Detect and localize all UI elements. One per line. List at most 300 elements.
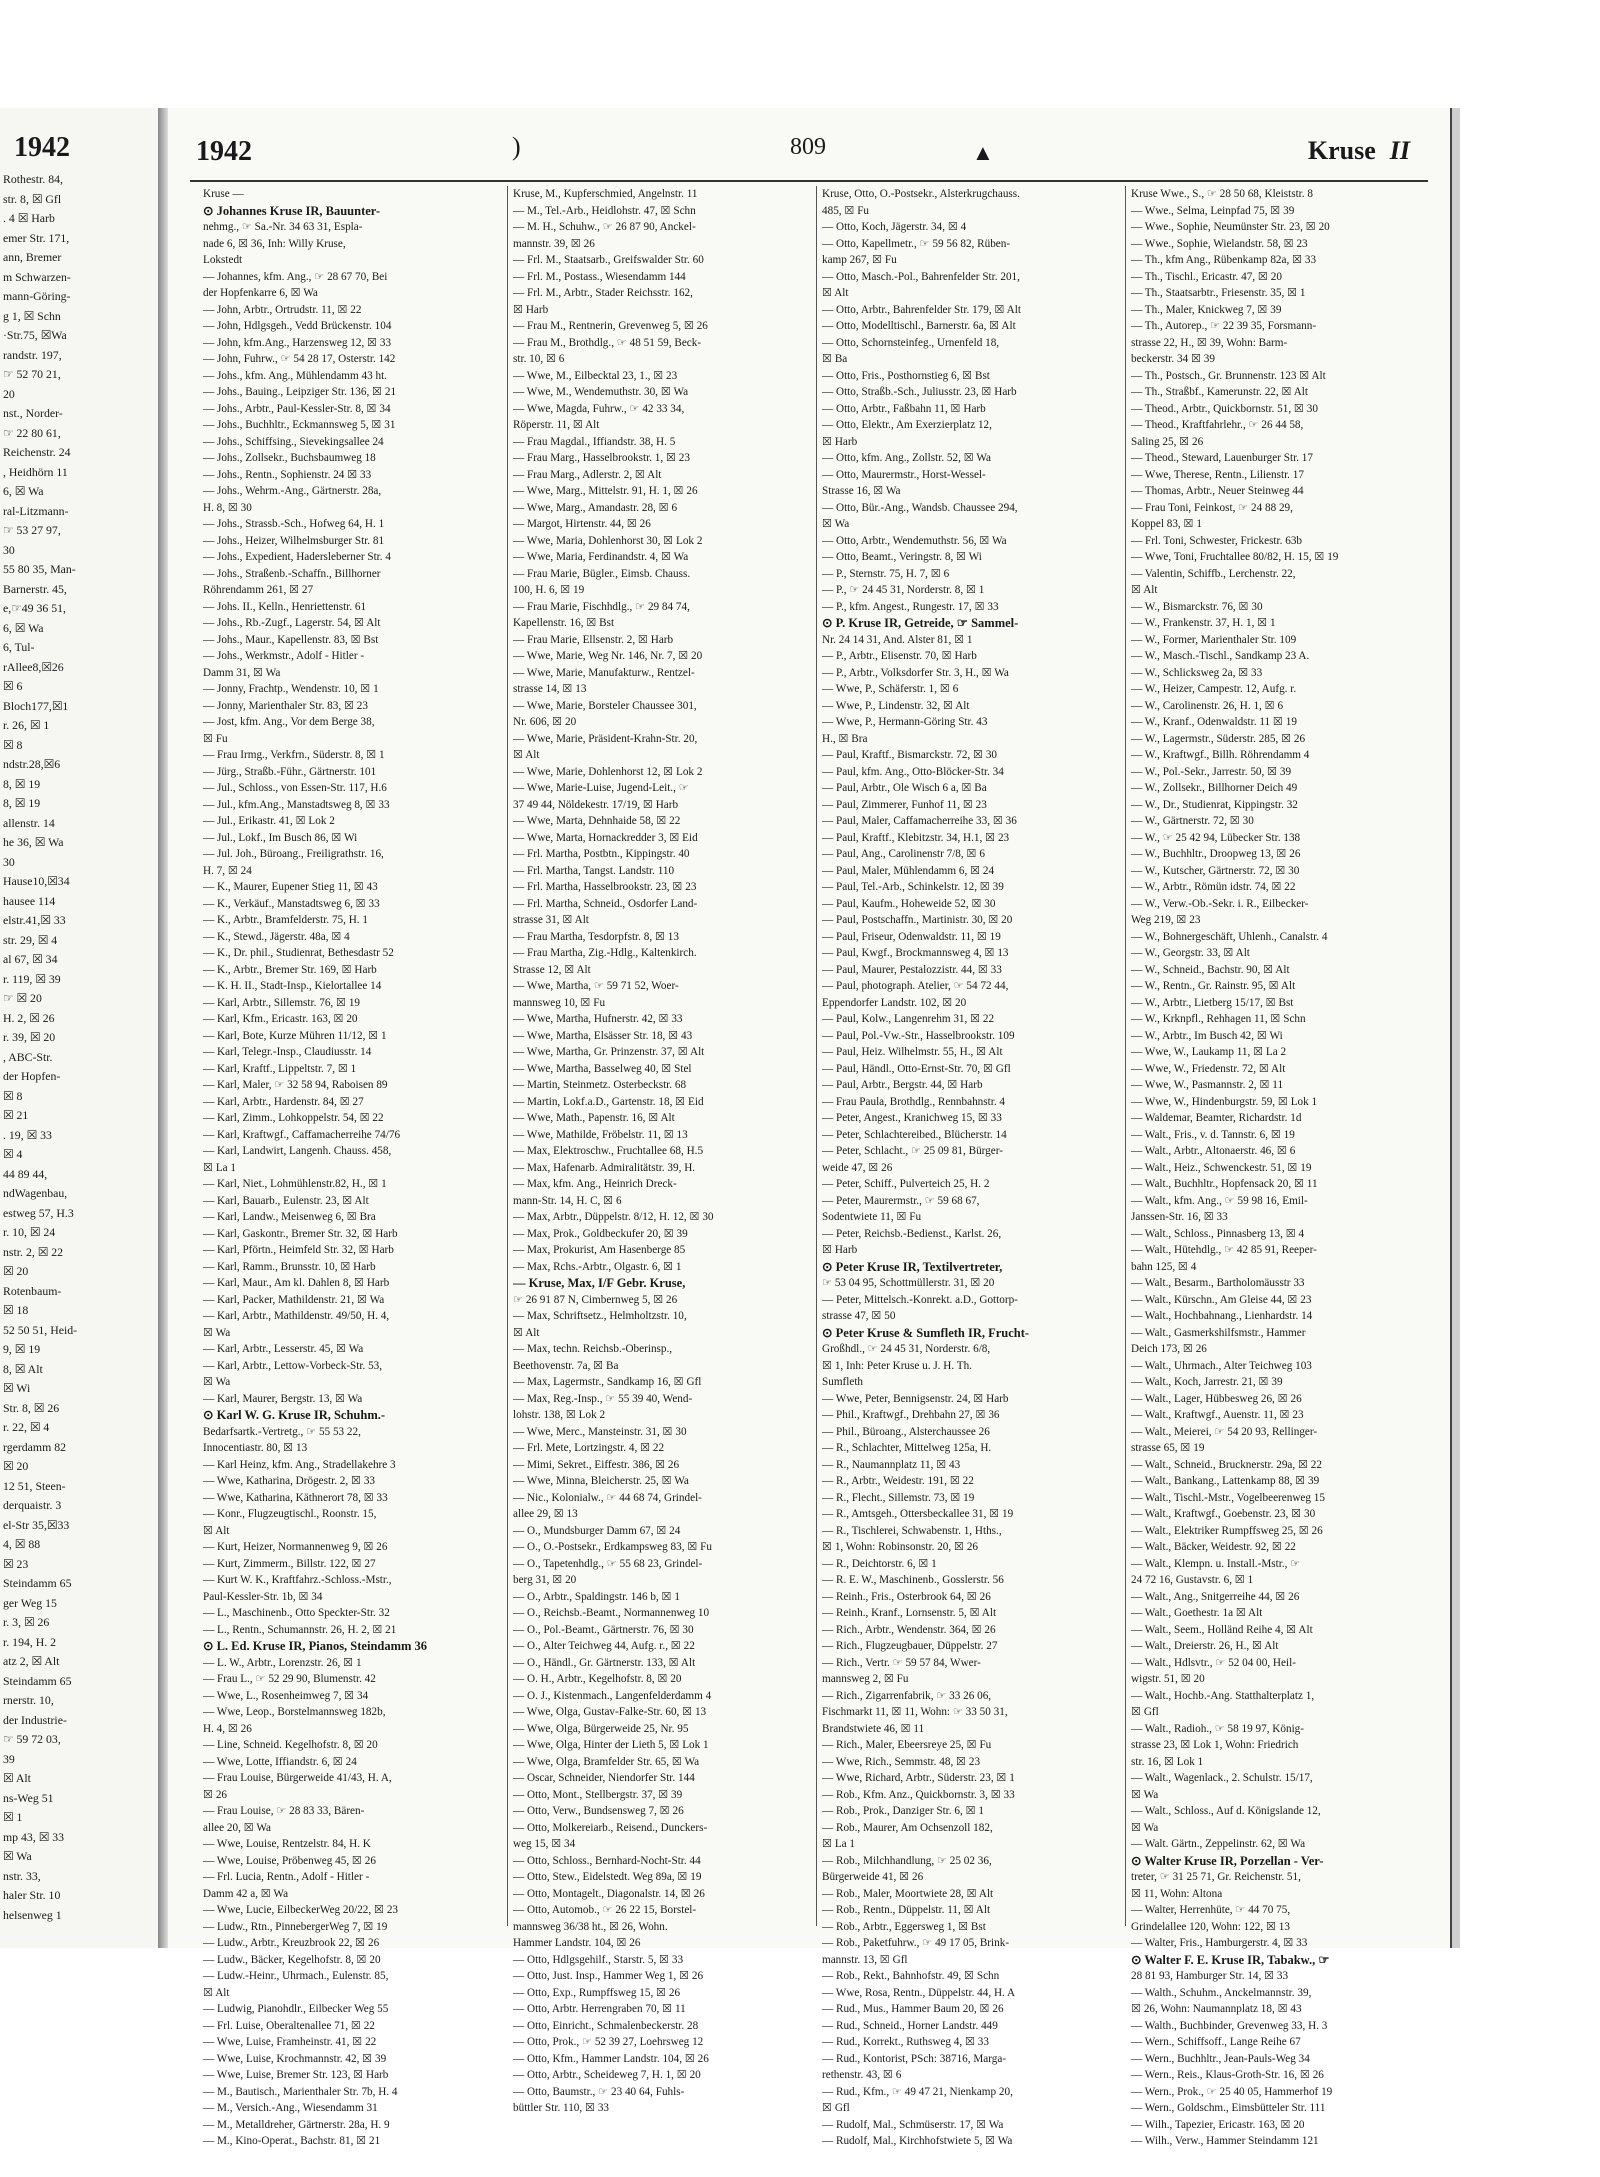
left-page-line: ☒ 23	[3, 1556, 29, 1571]
directory-entry: — Kruse, Max, I/F Gebr. Kruse,	[513, 1276, 686, 1290]
directory-entry: Sodentwiete 11, ☒ Fu	[822, 1211, 922, 1223]
directory-entry: — Otto, Prok., ☞ 52 39 27, Loehrsweg 12	[513, 2036, 704, 2048]
directory-entry: Röhrendamm 261, ☒ 27	[203, 584, 314, 596]
directory-entry: — W., Heizer, Campestr. 12, Aufg. r.	[1131, 683, 1297, 695]
directory-entry: — Karl, Kraftf., Lippeltstr. 7, ☒ 1	[203, 1062, 357, 1075]
directory-entry: — O. J., Kistenmach., Langenfelderdamm 4	[513, 1689, 712, 1702]
directory-entry: — Otto, Arbtr., Bahrenfelder Str. 179, ☒ Alt	[822, 303, 1021, 316]
left-page-line: 6, ☒ Wa	[3, 620, 44, 635]
directory-entry: — Margot, Hirtenstr. 44, ☒ 26	[513, 518, 651, 530]
directory-entry: — R., Flecht., Sillemstr. 73, ☒ 19	[822, 1491, 975, 1504]
directory-entry: — Walt., Radioh., ☞ 58 19 97, König-	[1131, 1722, 1304, 1735]
directory-entry: — Jonny, Frachtp., Wendenstr. 10, ☒ 1	[203, 683, 379, 695]
directory-entry: — Line, Schneid. Kegelhofstr. 8, ☒ 20	[203, 1739, 378, 1751]
directory-entry: — Frl. Martha, Schneid., Osdorfer Land-	[513, 897, 698, 910]
directory-entry: — Paul, Maler, Mühlendamm 6, ☒ 24	[822, 864, 995, 877]
directory-entry: — Paul, Friseur, Odenwaldstr. 11, ☒ 19	[822, 930, 1001, 943]
directory-entry: — W., ☞ 25 42 94, Lübecker Str. 138	[1131, 831, 1301, 844]
left-page-line: ☒ 4	[3, 1147, 23, 1161]
directory-entry: — Wwe, Katharina, Drögestr. 2, ☒ 33	[203, 1475, 376, 1487]
page-number: 809	[790, 134, 826, 160]
directory-entry: — R., Naumannplatz 11, ☒ 43	[822, 1458, 961, 1471]
directory-entry: — Frl. M., Staatsarb., Greifswalder Str. 60	[513, 254, 704, 266]
directory-entry: Grindelallee 120, Wohn: 122, ☒ 13	[1131, 1920, 1290, 1933]
directory-entry: — R. E. W., Maschinenb., Gosslerstr. 56	[822, 1574, 1004, 1586]
left-page-line: ☒ Wa	[3, 1849, 32, 1863]
left-page-line: rgerdamm 82	[3, 1439, 67, 1454]
directory-entry: ☒ Fu	[203, 732, 228, 745]
directory-entry: — Kurt W. K., Kraftfahrz.-Schloss.-Mstr.,	[203, 1574, 392, 1586]
left-page-line: nst., Norder-	[3, 406, 63, 420]
left-page-line: ☒ Alt	[3, 1771, 31, 1785]
directory-entry: — W., Arbtr., Im Busch 42, ☒ Wi	[1131, 1029, 1283, 1042]
directory-entry: — Otto, Just. Insp., Hammer Weg 1, ☒ 26	[513, 1970, 704, 1982]
directory-entry: — Walter, Fris., Hamburgerstr. 4, ☒ 33	[1131, 1937, 1308, 1949]
directory-entry: — Max, Prok., Goldbeckufer 20, ☒ 39	[513, 1227, 688, 1240]
directory-entry: — Rob., Kfm. Anz., Quickbornstr. 3, ☒ 33	[822, 1788, 1015, 1801]
left-page-line: 30	[3, 854, 15, 869]
directory-entry: — Walt., Schneid., Brucknerstr. 29a, ☒ 22	[1131, 1458, 1322, 1471]
left-page-line: ☒ 18	[3, 1303, 29, 1317]
directory-entry: — Otto, Baumstr., ☞ 23 40 64, Fuhls-	[513, 2085, 685, 2098]
directory-entry: ⊙ P. Kruse IR, Getreide, ☞ Sammel-	[822, 616, 1019, 630]
directory-entry: — Walt., Buchhltr., Hopfensack 20, ☒ 11	[1131, 1178, 1318, 1190]
directory-entry: — Johs., Maur., Kapellenstr. 83, ☒ Bst	[203, 633, 379, 646]
directory-entry: — Walt., Gasmerkshilfsmstr., Hammer	[1131, 1326, 1306, 1339]
left-page-line: 44 89 44,	[3, 1166, 48, 1181]
directory-entry: strasse 65, ☒ 19	[1131, 1442, 1205, 1454]
directory-entry: — Wwe, Marie-Luise, Jugend-Leit., ☞	[513, 782, 689, 794]
directory-entry: strasse 22, H., ☒ 39, Wohn: Barm-	[1131, 336, 1288, 349]
directory-entry: — W., Schlicksweg 2a, ☒ 33	[1131, 666, 1263, 679]
left-page-line: . 4 ☒ Harb	[3, 211, 55, 225]
directory-entry: — Rud., Kfm., ☞ 49 47 21, Nienkamp 20,	[822, 2085, 1013, 2098]
directory-entry: — Waldemar, Beamter, Richardstr. 1d	[1131, 1112, 1302, 1124]
column-3	[816, 186, 1111, 2147]
directory-entry: — Phil., Büroang., Alsterchaussee 26	[822, 1425, 990, 1438]
directory-entry: — Paul, Pol.-Vw.-Str., Hasselbrookstr. 109	[822, 1029, 1015, 1042]
directory-entry: — Wwe, W., Pasmannstr. 2, ☒ 11	[1131, 1079, 1284, 1091]
left-page-line: 39	[3, 1751, 15, 1766]
directory-entry: ☒ Alt	[203, 1986, 230, 1999]
directory-entry: — W., Masch.-Tischl., Sandkamp 23 A.	[1131, 650, 1310, 662]
left-page-line: r. 39, ☒ 20	[3, 1030, 56, 1044]
directory-entry: — Otto, Elektr., Am Exerzierplatz 12,	[822, 419, 992, 431]
directory-entry: — Rud., Schneid., Horner Landstr. 449	[822, 2019, 998, 2032]
directory-entry: — Wwe, Richard, Arbtr., Süderstr. 23, ☒ 1	[822, 1772, 1015, 1784]
directory-entry: — Valentin, Schiffb., Lerchenstr. 22,	[1131, 567, 1296, 580]
directory-entry: ☒ Gfl	[1131, 1706, 1159, 1718]
directory-entry: ☒ Alt	[1131, 584, 1158, 596]
directory-entry: — W., Dr., Studienrat, Kippingstr. 32	[1131, 798, 1298, 811]
directory-entry: — Wwe, Magda, Fuhrw., ☞ 42 33 34,	[513, 402, 685, 415]
directory-entry: — Frau Martha, Zig.-Hdlg., Kaltenkirch.	[513, 947, 697, 959]
directory-entry: ☒ Alt	[822, 287, 849, 299]
directory-entry: büttler Str. 110, ☒ 33	[513, 2102, 610, 2114]
directory-entry: — Wwe, Maria, Ferdinandstr. 4, ☒ Wa	[513, 551, 689, 563]
directory-entry: — Walt., Hochbahnang., Lienhardstr. 14	[1131, 1310, 1313, 1322]
left-page-line: mann-Göring-	[3, 289, 71, 303]
directory-entry: — Wwe, Luise, Bremer Str. 123, ☒ Harb	[203, 2069, 389, 2081]
running-head	[1308, 136, 1410, 166]
directory-entry: — Phil., Kraftwgf., Drehbahn 27, ☒ 36	[822, 1409, 1000, 1421]
left-page-line: ndWagenbau,	[3, 1186, 68, 1200]
left-page-line: r. 10, ☒ 24	[3, 1225, 56, 1239]
directory-entry: — Jul., Erikastr. 41, ☒ Lok 2	[203, 815, 335, 827]
directory-entry: — Otto, Automob., ☞ 26 22 15, Borstel-	[513, 1904, 697, 1916]
left-page-line: estweg 57, H.3	[3, 1205, 74, 1220]
directory-entry: — Walt., Tischl.-Mstr., Vogelbeerenweg 15	[1131, 1491, 1325, 1504]
directory-entry: — Wwe, Louise, Rentzelstr. 84, H. K	[203, 1838, 371, 1850]
directory-entry: — Paul, Ang., Carolinenstr 7/8, ☒ 6	[822, 848, 985, 860]
directory-entry: Damm 42 a, ☒ Wa	[203, 1887, 289, 1900]
left-page-line: H. 2, ☒ 26	[3, 1010, 55, 1025]
directory-entry: — Wwe, Marie, Präsident-Krahn-Str. 20,	[513, 732, 698, 745]
directory-entry: mannsweg 2, ☒ Fu	[822, 1673, 909, 1685]
directory-entry: — Jul. Joh., Büroang., Freiligrathstr. 16,	[203, 848, 384, 860]
directory-entry: Strasse 12, ☒ Alt	[513, 963, 591, 976]
directory-entry: allee 29, ☒ 13	[513, 1508, 578, 1520]
directory-entry: — Rud., Korrekt., Ruthsweg 4, ☒ 33	[822, 2036, 989, 2048]
directory-entry: strasse 23, ☒ Lok 1, Wohn: Friedrich	[1131, 1739, 1299, 1751]
directory-entry: — Otto, Montagelt., Diagonalstr. 14, ☒ 26	[513, 1887, 705, 1900]
directory-entry: mannstr. 13, ☒ Gfl	[822, 1953, 908, 1966]
directory-entry: — Wwe, Rosa, Rentn., Düppelstr. 44, H. A	[822, 1986, 1016, 1999]
directory-entry: — Wwe, Martha, Hufnerstr. 42, ☒ 33	[513, 1013, 683, 1025]
directory-entry: mann-Str. 14, H. C, ☒ 6	[513, 1194, 622, 1207]
directory-entry: — Karl, Kraftwgf., Caffamacherreihe 74/76	[203, 1128, 401, 1141]
directory-entry: — Wwe, Rich., Semmstr. 48, ☒ 23	[822, 1755, 981, 1768]
directory-entry: — Ludw., Rtn., PinnebergerWeg 7, ☒ 19	[203, 1920, 388, 1933]
directory-entry: — Peter, Maurermstr., ☞ 59 68 67,	[822, 1194, 980, 1207]
directory-entry: — Wwe, Luise, Krochmannstr. 42, ☒ 39	[203, 2052, 387, 2065]
directory-entry: — Frau Marie, Ellsenstr. 2, ☒ Harb	[513, 633, 674, 646]
directory-entry: ☒ Alt	[203, 1524, 230, 1537]
directory-entry: — Otto, Fris., Posthornstieg 6, ☒ Bst	[822, 369, 990, 382]
directory-entry: — Walt., Heiz., Schwenckestr. 51, ☒ 19	[1131, 1161, 1312, 1174]
directory-entry: — Wwe, Marie, Manufakturw., Rentzel-	[513, 666, 695, 679]
directory-entry: — Walt., Koch, Jarrestr. 21, ☒ 39	[1131, 1376, 1283, 1388]
directory-entry: — Th., Tischl., Ericastr. 47, ☒ 20	[1131, 270, 1282, 283]
directory-entry: — Wwe, M., Eilbecktal 23, 1., ☒ 23	[513, 369, 678, 382]
directory-entry: — Wwe, Olga, Hinter der Lieth 5, ☒ Lok 1	[513, 1739, 709, 1751]
directory-entry: — Karl, Packer, Mathildenstr. 21, ☒ Wa	[203, 1293, 385, 1306]
directory-entry: — Wwe, L., Rosenheimweg 7, ☒ 34	[203, 1689, 369, 1702]
directory-entry: — M. H., Schuhw., ☞ 26 87 90, Anckel-	[513, 221, 696, 233]
left-page-line: ☞ 53 27 97,	[3, 523, 61, 537]
directory-entry: — Johs., Schiffsing., Sievekingsallee 24	[203, 435, 384, 448]
directory-entry: — P., Arbtr., Volksdorfer Str. 3, H., ☒ Wa	[822, 666, 1009, 679]
left-page-line: hausee 114	[3, 893, 56, 908]
directory-entry: — Walt., Hdlsvtr., ☞ 52 04 00, Heil-	[1131, 1656, 1296, 1669]
directory-entry: — Paul, Postschaffn., Martinistr. 30, ☒ 20	[822, 914, 1013, 926]
directory-entry: — Nic., Kolonialw., ☞ 44 68 74, Grindel-	[513, 1491, 702, 1504]
directory-entry: Röperstr. 11, ☒ Alt	[513, 419, 600, 431]
directory-entry: — Frl. Mete, Lortzingstr. 4, ☒ 22	[513, 1442, 665, 1454]
directory-entry: — Walt., Elektriker Rumpffsweg 25, ☒ 26	[1131, 1524, 1323, 1537]
directory-entry: 485, ☒ Fu	[822, 204, 870, 217]
left-page-line: 4, ☒ 88	[3, 1537, 41, 1551]
left-page-line: rnerstr. 10,	[3, 1693, 54, 1707]
directory-entry: ☒ Wa	[1131, 1788, 1159, 1801]
directory-entry: — Paul, Kaufm., Hoheweide 52, ☒ 30	[822, 897, 996, 910]
directory-entry: ☞ 53 04 95, Schottmüllerstr. 31, ☒ 20	[822, 1277, 995, 1289]
directory-entry: — Johs., Expedient, Hadersleberner Str. 4	[203, 551, 391, 563]
directory-entry: — Paul, Maler, Caffamacherreihe 33, ☒ 36	[822, 815, 1017, 827]
page-header	[190, 130, 1428, 174]
directory-entry: — Otto, Arbtr., Wendemuthstr. 56, ☒ Wa	[822, 534, 1007, 547]
directory-entry: — W., Arbtr., Römün idstr. 74, ☒ 22	[1131, 881, 1296, 893]
directory-entry: — W., Frankenstr. 37, H. 1, ☒ 1	[1131, 617, 1276, 629]
directory-entry: Beethovenstr. 7a, ☒ Ba	[513, 1359, 619, 1372]
directory-entry: — John, Arbtr., Ortrudstr. 11, ☒ 22	[203, 303, 362, 316]
directory-entry: — Oscar, Schneider, Niendorfer Str. 144	[513, 1772, 695, 1784]
directory-entry: ☒ Harb	[822, 1244, 858, 1256]
directory-entry: — Frau L., ☞ 52 29 90, Blumenstr. 42	[203, 1673, 376, 1685]
directory-entry: — Th., Postsch., Gr. Brunnenstr. 123 ☒ Alt	[1131, 369, 1326, 382]
directory-entry: — L., Rentn., Schumannstr. 26, H. 2, ☒ 21	[203, 1623, 397, 1636]
directory-entry: strasse 31, ☒ Alt	[513, 914, 589, 926]
directory-entry: — Frau Marie, Bügler., Eimsb. Chauss.	[513, 567, 691, 580]
directory-entry: — R., Deichtorstr. 6, ☒ 1	[822, 1557, 937, 1570]
directory-entry: — Paul, photograph. Atelier, ☞ 54 72 44,	[822, 980, 1009, 992]
directory-entry: ☒ 1, Wohn: Robinsonstr. 20, ☒ 26	[822, 1541, 979, 1553]
left-page-line: ☒ 6	[3, 679, 23, 693]
directory-entry: — Wwe, Math., Papenstr. 16, ☒ Alt	[513, 1112, 675, 1124]
directory-entry: — Paul, Maurer, Pestalozzistr. 44, ☒ 33	[822, 963, 1002, 976]
directory-entry: 100, H. 6, ☒ 19	[513, 584, 585, 596]
directory-entry: ☒ Harb	[822, 435, 858, 448]
directory-entry: Hammer Landstr. 104, ☒ 26	[513, 1937, 641, 1949]
directory-entry: — Jonny, Marienthaler Str. 83, ☒ 23	[203, 699, 368, 712]
left-page-line: r. 26, ☒ 1	[3, 718, 50, 732]
directory-entry: — W., Bohnergeschäft, Uhlenh., Canalstr. 4	[1131, 930, 1328, 943]
directory-entry: — Reinh., Fris., Osterbrook 64, ☒ 26	[822, 1590, 991, 1603]
directory-entry: — Wilh., Verw., Hammer Steindamm 121	[1131, 2135, 1319, 2147]
left-page-line: elstr.41,☒ 33	[3, 913, 66, 927]
directory-entry: — Paul, Tel.-Arb., Schinkelstr. 12, ☒ 39	[822, 881, 1004, 893]
directory-entry: — Otto, Bür.-Ang., Wandsb. Chaussee 294,	[822, 501, 1018, 514]
left-page-line: nstr. 33,	[3, 1868, 41, 1883]
directory-entry: mannsweg 10, ☒ Fu	[513, 996, 606, 1009]
directory-entry: — Ludwig, Pianohdlr., Eilbecker Weg 55	[203, 2003, 389, 2015]
directory-entry: — Otto, Masch.-Pol., Bahrenfelder Str. 201,	[822, 270, 1020, 283]
left-page-line: ·Str.75, ☒Wa	[3, 328, 67, 342]
directory-entry: — L., Maschinenb., Otto Speckter-Str. 32	[203, 1607, 390, 1619]
directory-entry: — Karl, Maur., Am kl. Dahlen 8, ☒ Harb	[203, 1277, 390, 1289]
directory-entry: beckerstr. 34 ☒ 39	[1131, 353, 1215, 365]
directory-entry: — Rob., Maler, Moortwiete 28, ☒ Alt	[822, 1887, 994, 1900]
directory-entry: — W., Arbtr., Lietberg 15/17, ☒ Bst	[1131, 996, 1294, 1009]
directory-entry: — Walt., Goethestr. 1a ☒ Alt	[1131, 1607, 1263, 1619]
directory-entry: 28 81 93, Hamburger Str. 14, ☒ 33	[1131, 1970, 1289, 1982]
directory-entry: — M., Metalldreher, Gärtnerstr. 28a, H. 9	[203, 2118, 390, 2131]
directory-entry: Bürgerweide 41, ☒ 26	[822, 1871, 924, 1883]
directory-entry: — Walt., Kraftwgf., Auenstr. 11, ☒ 23	[1131, 1409, 1304, 1421]
left-page-line: allenstr. 14	[3, 815, 55, 830]
directory-entry: ☒ Gfl	[822, 2102, 850, 2114]
directory-entry: ☒ 26, Wohn: Naumannplatz 18, ☒ 43	[1131, 2003, 1302, 2015]
directory-entry: — Walt., Besarm., Bartholomäusstr 33	[1131, 1277, 1305, 1289]
directory-entry: — Otto, Arbtr., Faßbahn 11, ☒ Harb	[822, 402, 986, 415]
directory-entry: — Walth., Schuhm., Anckelmannstr. 39,	[1131, 1986, 1312, 1999]
left-page-line: ☒ 20	[3, 1264, 29, 1278]
volume-number: II	[1389, 136, 1410, 165]
directory-entry: — Otto, Maurermstr., Horst-Wessel-	[822, 468, 986, 481]
directory-entry: — Peter, Angest., Kranichweg 15, ☒ 33	[822, 1112, 1002, 1124]
directory-entry: — Mimi, Sekret., Eiffestr. 386, ☒ 26	[513, 1458, 680, 1471]
directory-entry: — Th., Straßbf., Kamerunstr. 22, ☒ Alt	[1131, 386, 1308, 398]
directory-entry: — Frau Paula, Brothdlg., Rennbahnstr. 4	[822, 1095, 1006, 1108]
directory-entry: — Walt., Kraftwgf., Goebenstr. 23, ☒ 30	[1131, 1508, 1316, 1520]
left-page-line: str. 8, ☒ Gfl	[3, 191, 62, 206]
directory-entry: Damm 31, ☒ Wa	[203, 666, 281, 679]
left-page-line: Steindamm 65	[3, 1576, 72, 1590]
column-4	[1125, 186, 1420, 2147]
directory-entry: — Walt., kfm. Ang., ☞ 59 98 16, Emil-	[1131, 1194, 1308, 1207]
directory-entry: rethenstr. 43, ☒ 6	[822, 2069, 902, 2081]
directory-entry: — Max, Hafenarb. Admiralitätstr. 39, H.	[513, 1161, 696, 1174]
directory-entry: — W., Kutscher, Gärtnerstr. 72, ☒ 30	[1131, 864, 1300, 877]
directory-entry: ⊙ Johannes Kruse IR, Bauunter-	[203, 203, 381, 218]
directory-entry: — Wwe, Toni, Fruchtallee 80/82, H. 15, ☒ 19	[1131, 551, 1339, 563]
directory-entry: — Karl, Niet., Lohmühlenstr.82, H., ☒ 1	[203, 1178, 387, 1190]
left-page-line: helsenweg 1	[3, 1907, 62, 1922]
header-rule	[190, 180, 1428, 182]
directory-entry: — P., kfm. Angest., Rungestr. 17, ☒ 33	[822, 600, 999, 613]
left-page-line: 6, ☒ Wa	[3, 484, 44, 498]
left-page-line: ☒ Wi	[3, 1381, 31, 1395]
directory-entry: — Johs., Buchhltr., Eckmannsweg 5, ☒ 31	[203, 419, 396, 431]
directory-entry: — Rud., Mus., Hammer Baum 20, ☒ 26	[822, 2003, 1004, 2015]
directory-entry: — Jul., Schloss., von Essen-Str. 117, H.6	[203, 782, 387, 794]
directory-entry: — Wwe, Lotte, Iffiandstr. 6, ☒ 24	[203, 1755, 357, 1768]
directory-entry: ☒ Wa	[822, 518, 850, 530]
directory-entry: — Frl. Luise, Oberaltenallee 71, ☒ 22	[203, 2019, 375, 2032]
directory-entry: — R., Arbtr., Weidestr. 191, ☒ 22	[822, 1475, 974, 1487]
directory-entry: — Peter, Schiff., Pulverteich 25, H. 2	[822, 1178, 990, 1190]
directory-entry: — Ludw., Arbtr., Kreuzbrook 22, ☒ 26	[203, 1937, 380, 1949]
left-page-line: el-Str 35,☒33	[3, 1517, 70, 1532]
directory-entry: Nr. 24 14 31, And. Alster 81, ☒ 1	[822, 633, 973, 646]
book-gutter	[158, 108, 168, 1948]
directory-entry: ☒ Ba	[822, 353, 848, 365]
directory-entry: ⊙ Walter F. E. Kruse IR, Tabakw., ☞	[1131, 1952, 1330, 1967]
directory-entry: — Paul, Kolw., Langenrehm 31, ☒ 22	[822, 1013, 995, 1025]
directory-entry: — Paul, Arbtr., Bergstr. 44, ☒ Harb	[822, 1079, 983, 1091]
left-page-line: mp 43, ☒ 33	[3, 1829, 65, 1844]
directory-entry: ⊙ Peter Kruse IR, Textilvertreter,	[822, 1259, 1003, 1274]
directory-entry: — Th., Autorep., ☞ 22 39 35, Forsmann-	[1131, 320, 1317, 332]
directory-entry: strasse 47, ☒ 50	[822, 1310, 896, 1322]
directory-entry: — Max, Schriftsetz., Helmholtzstr. 10,	[513, 1310, 687, 1322]
directory-entry: — W., Krknpfl., Rehhagen 11, ☒ Schn	[1131, 1013, 1306, 1025]
directory-entry: allee 20, ☒ Wa	[203, 1821, 271, 1834]
directory-entry: — Wwe, Luise, Framheinstr. 41, ☒ 22	[203, 2036, 377, 2048]
directory-entry: — Peter, Reichsb.-Bedienst., Karlst. 26,	[822, 1227, 1002, 1240]
directory-entry: — Max, Elektroschw., Fruchtallee 68, H.5	[513, 1145, 704, 1157]
directory-entry: treter, ☞ 31 25 71, Gr. Reichenstr. 51,	[1131, 1871, 1301, 1883]
directory-entry: — Otto, Exp., Rumpffsweg 15, ☒ 26	[513, 1986, 681, 1999]
directory-entry: ☒ Alt	[513, 1326, 540, 1339]
directory-entry: 24 72 16, Gustavstr. 6, ☒ 1	[1131, 1574, 1254, 1586]
directory-entry: — Wwe, Olga, Bramfelder Str. 65, ☒ Wa	[513, 1755, 700, 1768]
directory-entry: Eppendorfer Landstr. 102, ☒ 20	[822, 996, 967, 1009]
left-page-line: , ABC-Str.	[3, 1049, 53, 1064]
directory-entry: — Frl. Toni, Schwester, Frickestr. 63b	[1131, 534, 1303, 547]
directory-entry: — Walter, Herrenhüte, ☞ 44 70 75,	[1131, 1904, 1291, 1916]
directory-entry: — Karl, Arbtr., Lesserstr. 45, ☒ Wa	[203, 1343, 364, 1355]
directory-entry: — Wwe, Minna, Bleicherstr. 25, ☒ Wa	[513, 1475, 689, 1487]
directory-entry: — W., Rentn., Gr. Rainstr. 95, ☒ Alt	[1131, 980, 1296, 992]
directory-entry: — Wwe, Merc., Mansteinstr. 31, ☒ 30	[513, 1425, 687, 1438]
directory-entry: Kruse, Otto, O.-Postsekr., Alsterkrugchauss.	[822, 188, 1020, 200]
left-page-line: r. 119, ☒ 39	[3, 971, 61, 986]
directory-entry: — Wwe, Olga, Gustav-Falke-Str. 60, ☒ 13	[513, 1706, 707, 1718]
directory-entry: — O., Mundsburger Damm 67, ☒ 24	[513, 1524, 681, 1537]
left-page-line: ndstr.28,☒6	[3, 757, 61, 771]
left-page-line: r. 3, ☒ 26	[3, 1615, 50, 1629]
directory-entry: — Kurt, Zimmerm., Billstr. 122, ☒ 27	[203, 1557, 376, 1570]
directory-entry: — Max, techn. Reichsb.-Oberinsp.,	[513, 1343, 673, 1355]
directory-entry: — W., Kranf., Odenwaldstr. 11 ☒ 19	[1131, 716, 1297, 728]
directory-entry: — W., Zollsekr., Billhorner Deich 49	[1131, 782, 1298, 794]
left-page-line: r. 22, ☒ 4	[3, 1420, 50, 1434]
directory-entry: — Theod., Kraftfahrlehr., ☞ 26 44 58,	[1131, 419, 1304, 431]
left-page-line: ☒ 8	[3, 1088, 23, 1103]
directory-entry: — Wern., Goldschm., Eimsbütteler Str. 111	[1131, 2102, 1326, 2114]
directory-entry: — Karl, Landwirt, Langenh. Chauss. 458,	[203, 1145, 392, 1157]
directory-entry: ☒ 1, Inh: Peter Kruse u. J. H. Th.	[822, 1359, 972, 1372]
directory-entry: — Rich., Maler, Ebeersreye 25, ☒ Fu	[822, 1739, 992, 1751]
directory-entry: nehmg., ☞ Sa.-Nr. 34 63 31, Espla-	[203, 221, 363, 233]
directory-entry: — Johs., Strassb.-Sch., Hofweg 64, H. 1	[203, 518, 385, 530]
directory-entry: — Walt., Fris., v. d. Tannstr. 6, ☒ 19	[1131, 1128, 1295, 1141]
directory-entry: — Karl, Gaskontr., Bremer Str. 32, ☒ Harb	[203, 1227, 398, 1240]
directory-entry: — W., Lagermstr., Süderstr. 285, ☒ 26	[1131, 732, 1306, 745]
directory-entry: — Rob., Maurer, Am Ochsenzoll 182,	[822, 1821, 993, 1834]
directory-entry: — Rudolf, Mal., Kirchhofstwiete 5, ☒ Wa	[822, 2135, 1013, 2147]
directory-entry: Großhdl., ☞ 24 45 31, Norderstr. 6/8,	[822, 1343, 991, 1355]
directory-entry: Lokstedt	[203, 254, 243, 266]
directory-entry: — Karl, Landw., Meisenweg 6, ☒ Bra	[203, 1211, 376, 1223]
left-page-line: Rotenbaum-	[3, 1283, 62, 1298]
directory-entry: — Peter, Mittelsch.-Konrekt. a.D., Gottorp-	[822, 1293, 1018, 1306]
left-page-line: 9, ☒ 19	[3, 1342, 41, 1356]
directory-entry: — Wwe, W., Friedenstr. 72, ☒ Alt	[1131, 1062, 1286, 1075]
directory-entry: — Frau Magdal., Iffiandstr. 38, H. 5	[513, 435, 676, 448]
directory-entry: — Karl, Arbtr., Sillemstr. 76, ☒ 19	[203, 996, 361, 1009]
left-page-line: 52 50 51, Heid-	[3, 1322, 78, 1337]
directory-entry: — Walt., Hütehdlg., ☞ 42 85 91, Reeper-	[1131, 1244, 1317, 1256]
directory-entry: — Wwe, Martha, ☞ 59 71 52, Woer-	[513, 980, 679, 992]
directory-entry: ☒ 11, Wohn: Altona	[1131, 1887, 1223, 1900]
directory-entry: — Wilh., Tapezier, Ericastr. 163, ☒ 20	[1131, 2118, 1305, 2131]
directory-entry: — W., Pol.-Sekr., Jarrestr. 50, ☒ 39	[1131, 765, 1292, 778]
directory-entry: — Rudolf, Mal., Schmüserstr. 17, ☒ Wa	[822, 2118, 1004, 2131]
left-page-line: 8, ☒ 19	[3, 796, 41, 810]
directory-entry: — K. H. II., Stadt-Insp., Kielortallee 14	[203, 980, 382, 992]
directory-entry: — Rob., Arbtr., Eggersweg 1, ☒ Bst	[822, 1920, 986, 1933]
directory-entry: — W., Bismarckstr. 76, ☒ 30	[1131, 600, 1263, 613]
directory-entry: — Wwe, Marie, Dohlenhorst 12, ☒ Lok 2	[513, 765, 703, 778]
directory-entry: str. 10, ☒ 6	[513, 353, 565, 365]
directory-entry: — P., Arbtr., Elisenstr. 70, ☒ Harb	[822, 650, 977, 662]
left-page-line: randstr. 197,	[3, 347, 62, 362]
directory-entry: — Frau Toni, Feinkost, ☞ 24 88 29,	[1131, 501, 1293, 514]
directory-entry: — Wwe, Marg., Mittelstr. 91, H. 1, ☒ 26	[513, 485, 698, 497]
left-page-line: Hause10,☒34	[3, 874, 70, 888]
